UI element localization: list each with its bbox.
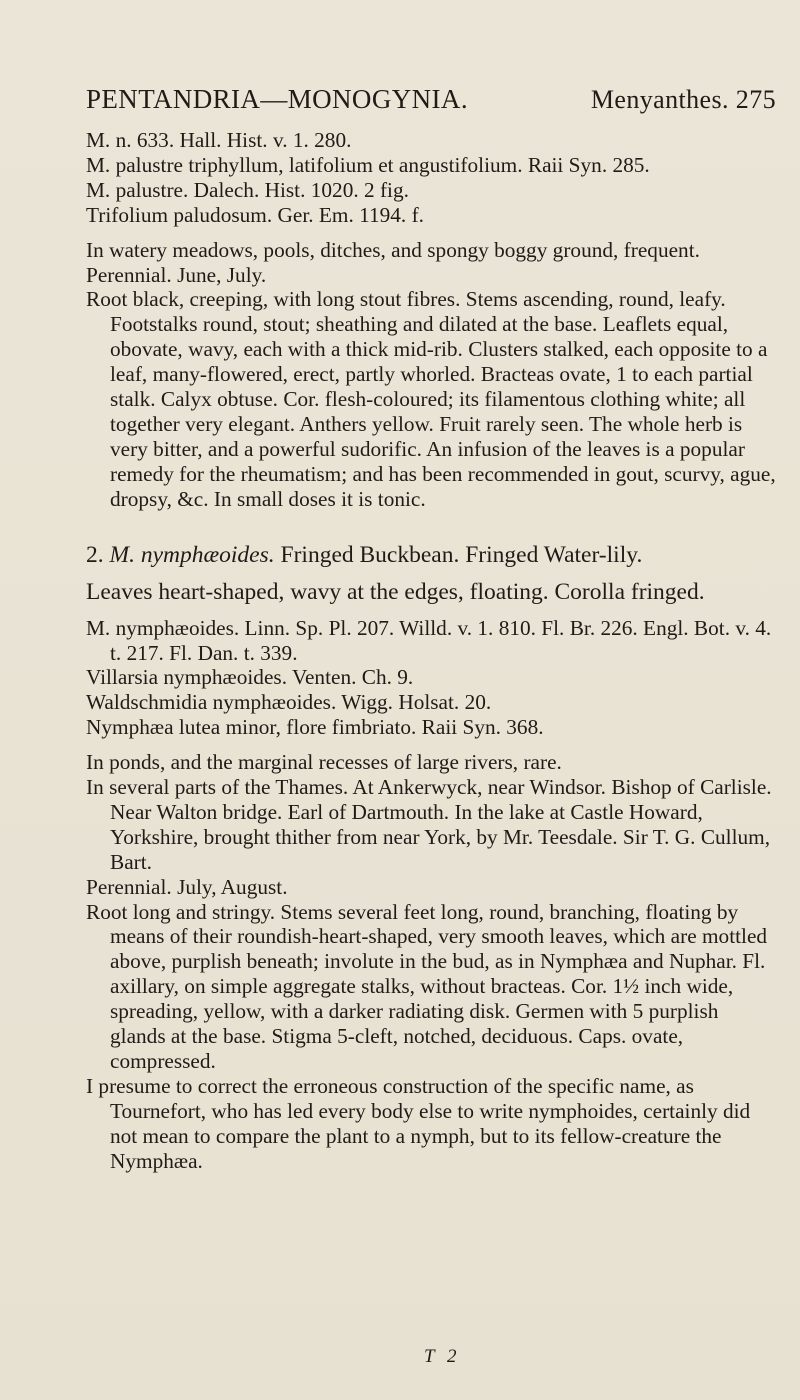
habitat-paragraph: In ponds, and the marginal recesses of large rivers, rare. (86, 750, 562, 775)
synonym-line: M. n. 633. Hall. Hist. v. 1. 280. (86, 128, 352, 152)
locality-paragraph: In several parts of the Thames. At Ankerwyck, near Windsor. Bishop of Carlisle. Near Walton bridge. Earl of Dartmouth. In the lake at Castle Howard, Yorkshire, brought thither from near York, by Mr. Teesdale. Sir T. G. Cullum, Bart. (86, 775, 772, 874)
page-number: 275 (735, 85, 776, 114)
synonym-line: Trifolium paludosum. Ger. Em. 1194. f. (86, 202, 424, 227)
synonym-line: M. nymphæoides. Linn. Sp. Pl. 207. Willd. v. 1. 810. Fl. Br. 226. Engl. Bot. v. 4. t. 217. Fl. Dan. t. 339. (86, 615, 772, 665)
diagnosis-paragraph: Leaves heart-shaped, wavy at the edges, floating. Corolla fringed. (86, 578, 705, 605)
signature-mark: T 2 (424, 1346, 461, 1367)
synonym-line: Waldschmidia nymphæoides. Wigg. Holsat. 20. (86, 690, 492, 715)
synonym-line: Villarsia nymphæoides. Venten. Ch. 9. (86, 665, 414, 690)
header-genus-name: Menyanthes. (590, 85, 729, 114)
description-paragraph: Root black, creeping, with long stout fibres. Stems ascending, round, leafy. Footstalks round, stout; sheathing and dilated at the base. Leaflets equal, obovate, wavy, each with a thick mid-rib. Clusters stalked, each opposite to a leaf, many-flowered, erect, partly whorled. Bracteas ovate, 1 to each partial stalk. Calyx obtuse. Cor. flesh-coloured; its filamentous clothing white; all together very elegant. Anthers yellow. Fruit rarely seen. The whole herb is very bitter, and a powerful sudorific. An infusion of the leaves is a popular remedy for the rheumatism; and has been recommended in gout, scurvy, ague, dropsy, &c. In small doses it is tonic. (86, 287, 776, 511)
note-paragraph: I presume to correct the erroneous construction of the specific name, as Tournefort, who has led every body else to write nymphoides, certainly did not mean to compare the plant to a nymph, but to its fellow-creature the Nymphæa. (86, 1073, 751, 1173)
synonym-line: Nymphæa lutea minor, flore fimbriato. Raii Syn. 368. (86, 715, 544, 740)
description-paragraph: Root long and stringy. Stems several feet long, round, branching, floating by means of their roundish-heart-shaped, very smooth leaves, which are mottled above, purplish beneath; involute in the bud, as in Nymphæa and Nuphar. Fl. axillary, on simple aggregate stalks, without bracteas. Cor. 1½ inch wide, spreading, yellow, with a darker radiating disk. Germen with 5 purplish glands at the base. Stigma 5-cleft, notched, deciduous. Caps. ovate, compressed. (86, 899, 768, 1073)
synonym-line: M. palustre triphyllum, latifolium et angustifolium. Raii Syn. 285. (86, 152, 650, 177)
species-number: 2. (86, 541, 104, 568)
habitat-paragraph: In watery meadows, pools, ditches, and spongy boggy ground, frequent. (86, 237, 700, 262)
duration-line: Perennial. June, July. (86, 262, 267, 287)
running-header (86, 84, 776, 115)
page-body (86, 128, 776, 1174)
header-title: PENTANDRIA—MONOGYNIA. (86, 84, 468, 114)
species-name: M. nymphæoides. (109, 541, 275, 568)
species-heading (86, 542, 776, 569)
species-common-name: Fringed Buckbean. Fringed Water-lily. (280, 541, 643, 568)
synonym-line: M. palustre. Dalech. Hist. 1020. 2 fig. (86, 177, 409, 202)
duration-line: Perennial. July, August. (86, 874, 288, 899)
header-genus (591, 85, 776, 115)
